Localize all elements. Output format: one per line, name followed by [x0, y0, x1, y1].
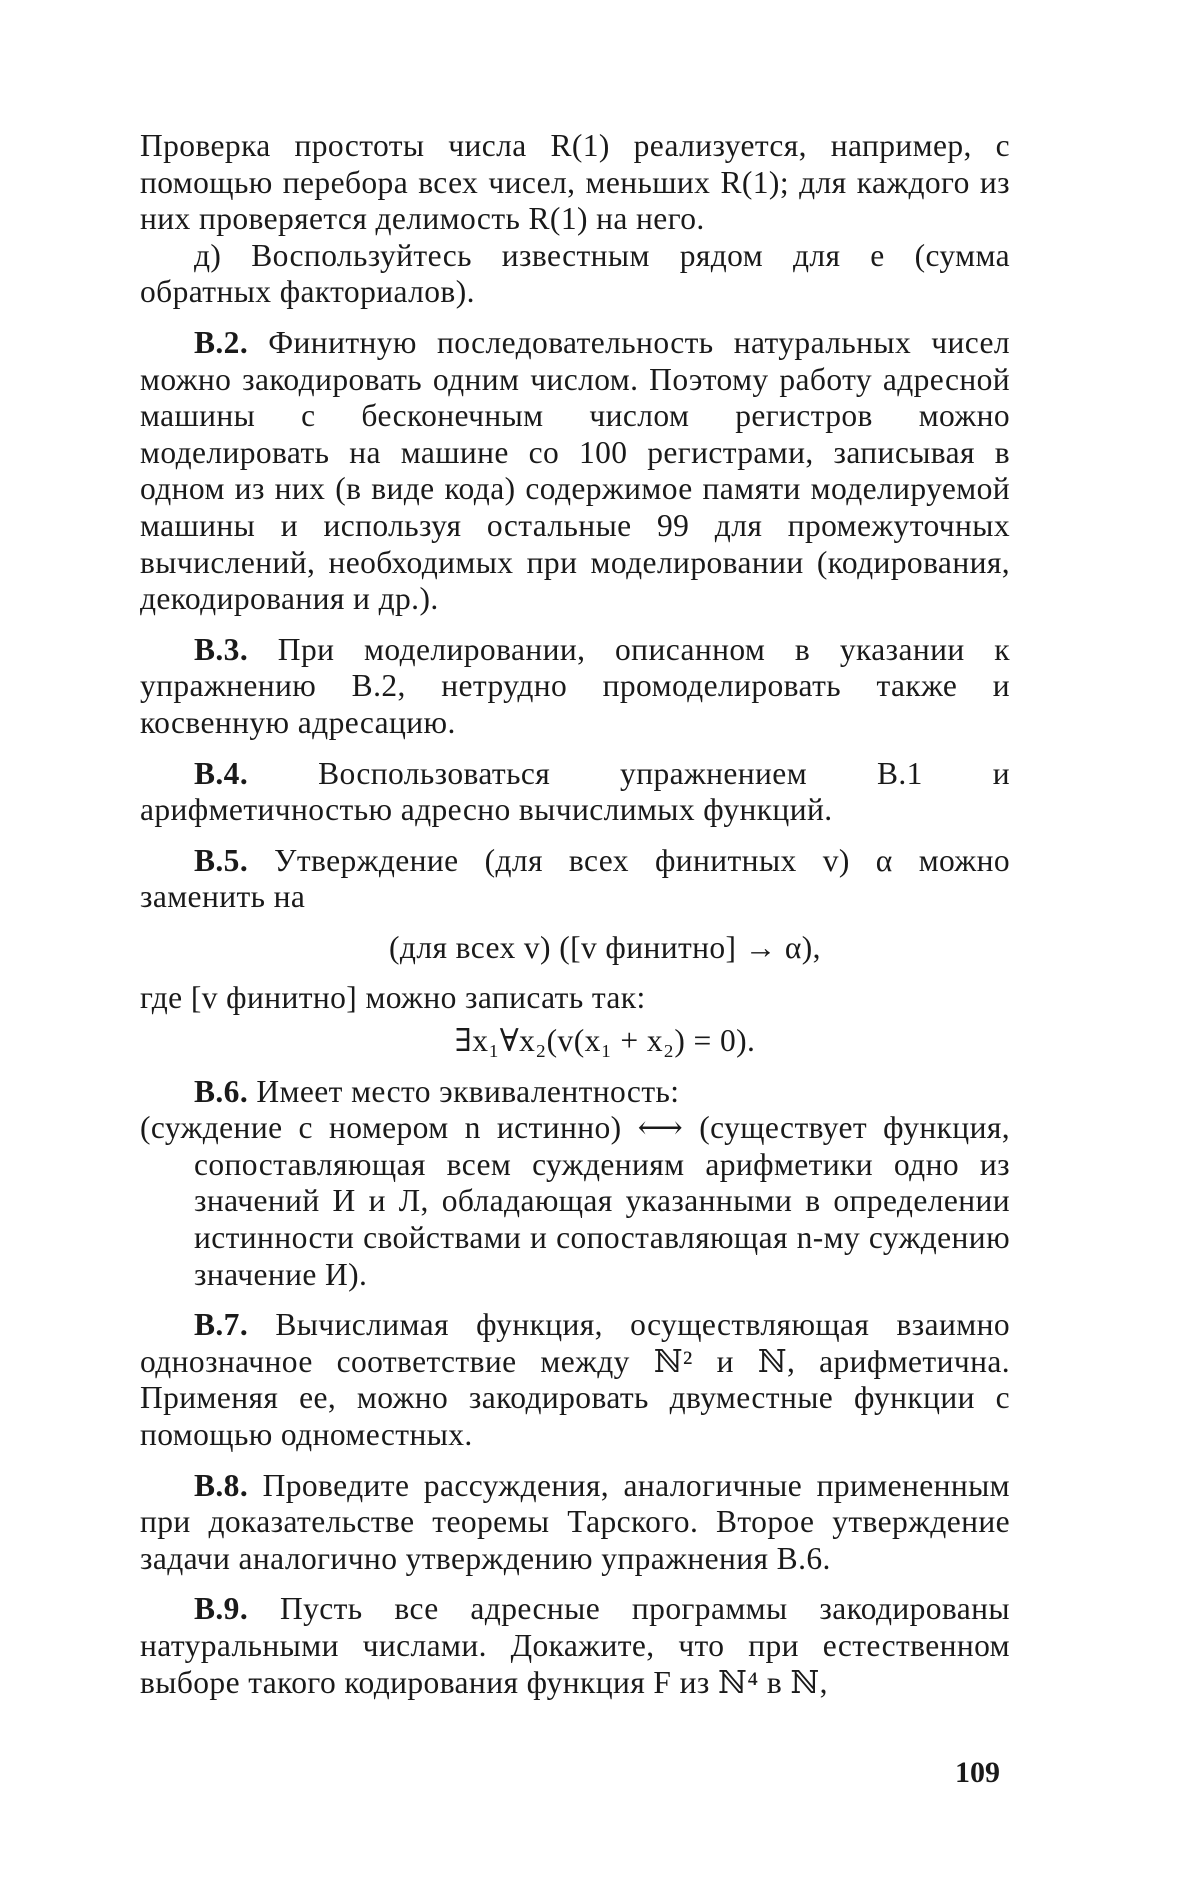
hint-b8: [140, 1468, 1010, 1578]
hint-b4: [140, 756, 1010, 829]
hint-b3: [140, 632, 1010, 742]
page-number: 109: [955, 1756, 1000, 1789]
hint-text: Воспользоваться упражнением В.1 и арифметичностью адресно вычислимых функций.: [140, 755, 1010, 828]
paragraph-finite-notation: где [v финитно] можно записать так:: [140, 980, 646, 1016]
hint-number: В.8.: [194, 1467, 249, 1503]
hint-number: В.2.: [194, 324, 249, 360]
hint-b9: [140, 1591, 1010, 1701]
hint-number: В.9.: [194, 1591, 249, 1627]
hint-number: В.3.: [194, 631, 249, 667]
formula-existential: ∃x₁∀x₂(v(x₁ + x₂) = 0).: [454, 1023, 756, 1059]
paragraph-hint-d: д) Воспользуйтесь известным рядом для e (сумма обратных факториалов).: [140, 237, 1010, 310]
hint-text: При моделировании, описанном в указании к упражнению В.2, нетрудно промоделировать также и косвенную адресацию.: [140, 631, 1010, 740]
hint-b7: [140, 1307, 1010, 1453]
paragraph-equivalence: (суждение с номером n истинно) ⟷ (существует функция, сопоставляющая всем суждениям арифметики одно из значений И и Л, обладающая указанными в определении истинности свойствами и сопоставляющая n-му суждению значение И).: [140, 1110, 1010, 1292]
paragraph-primality-check: Проверка простоты числа R(1) реализуется, например, с помощью перебора всех чисел, меньших R(1); для каждого из них проверяется делимость R(1) на него.: [140, 128, 1010, 237]
hint-text: Проведите рассуждения, аналогичные примененным при доказательстве теоремы Тарского. Второе утверждение задачи аналогично утверждению упражнения В.6.: [140, 1467, 1010, 1576]
hint-number: В.7.: [194, 1307, 249, 1343]
formula-finite-condition: (для всех v) ([v финитно] → α),: [389, 929, 821, 965]
hint-number: В.6.: [194, 1073, 249, 1109]
hint-number: В.4.: [194, 755, 249, 791]
hint-number: В.5.: [194, 842, 249, 878]
hint-text: Утверждение (для всех финитных v) α можно заменить на: [140, 842, 1010, 915]
page-body: [140, 128, 1010, 1701]
hint-text: Имеет место эквивалентность:: [256, 1073, 680, 1109]
hint-text: Вычислимая функция, осуществляющая взаимно однозначное соответствие между ℕ² и ℕ, арифметична. Применяя ее, можно закодировать двуместные функции с помощью одноместных.: [140, 1307, 1010, 1452]
hint-text: Финитную последовательность натуральных чисел можно закодировать одним числом. Поэтому работу адресной машины с бесконечным числом регистров можно моделировать на машине со 100 регистрами, записывая в одном из них (в виде кода) содержимое памяти моделируемой машины и используя остальные 99 для промежуточных вычислений, необходимых при моделировании (кодирования, декодирования и др.).: [140, 324, 1010, 617]
hint-b5: [140, 843, 1010, 916]
hint-b6: [140, 1074, 1010, 1111]
hint-text: Пусть все адресные программы закодированы натуральными числами. Докажите, что при естественном выборе такого кодирования функция F из ℕ⁴ в ℕ,: [140, 1591, 1010, 1700]
hint-b2: [140, 325, 1010, 618]
